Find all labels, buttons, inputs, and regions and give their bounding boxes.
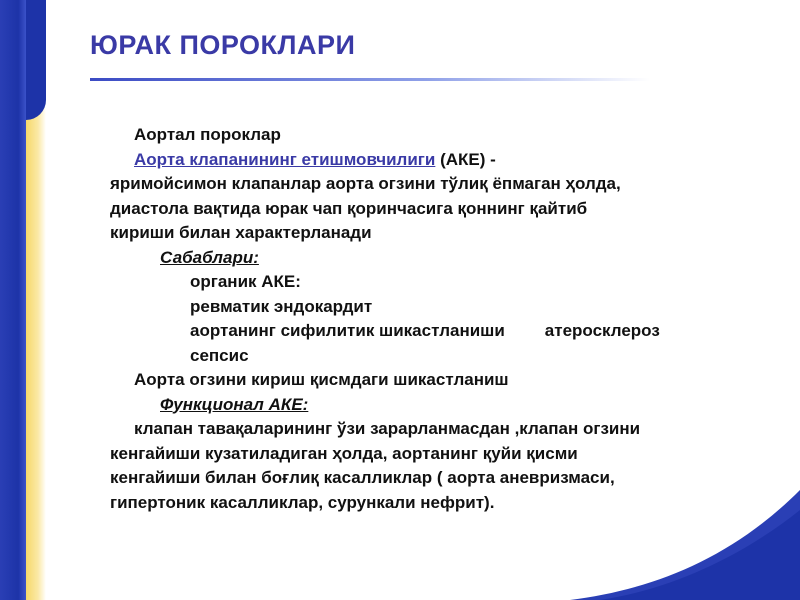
list-item: ревматик эндокардит	[190, 296, 373, 316]
list-item: сепсис	[190, 345, 249, 365]
causes-heading	[110, 246, 760, 271]
body-line: гипертоник касалликлар, сурункали нефрит).	[110, 492, 495, 512]
list-item: органик АКЕ:	[190, 272, 301, 291]
causes-label: Сабаблари:	[160, 247, 259, 267]
list-item-text: аортанинг сифилитик шикастланиши	[190, 321, 505, 340]
heading-aortal: Аортал пороклар	[134, 125, 281, 144]
ake-term-link[interactable]: Аорта клапанининг етишмовчилиги	[134, 149, 436, 169]
body-line: кенгайиши билан боғлиқ касалликлар ( аорта аневризмаси,	[110, 468, 615, 487]
left-blue-bar	[0, 0, 26, 600]
title-underline	[90, 78, 650, 81]
body-line: диастола вақтида юрак чап қоринчасига қоннинг қайтиб	[110, 198, 588, 218]
functional-label: Функционал АКЕ:	[160, 394, 309, 414]
line-ake-definition	[110, 148, 760, 173]
list-item-text: атеросклероз	[544, 321, 660, 340]
body-line: яримойсимон клапанлар аорта огзини тўлиқ ёпмаган ҳолда,	[110, 174, 621, 193]
body-line: кенгайиши кузатиладиган ҳолда, аортанинг қуйи қисми	[110, 443, 578, 463]
body-line: Аорта огзини кириш қисмдаги шикастланиш	[134, 370, 509, 389]
functional-heading	[110, 393, 760, 418]
ake-abbrev: (АКЕ) -	[435, 149, 496, 169]
slide-body	[110, 123, 760, 515]
slide-title: ЮРАК ПОРОКЛАРИ	[90, 30, 356, 60]
body-line: клапан тавақаларининг ўзи зарарланмасдан ,клапан огзини	[134, 419, 641, 438]
list-item	[110, 319, 760, 344]
left-bar-notch	[26, 0, 46, 120]
body-line: кириши билан характерланади	[110, 223, 372, 242]
